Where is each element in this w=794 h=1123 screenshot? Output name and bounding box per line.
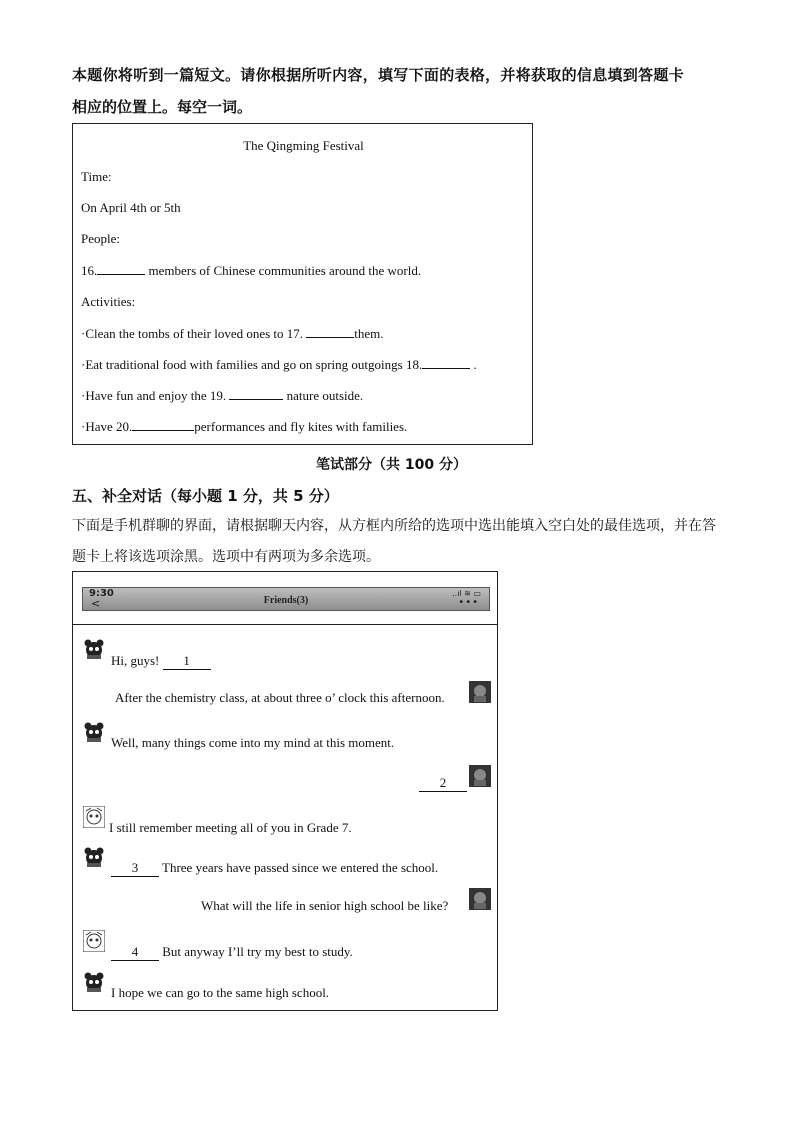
avatar-a-icon	[83, 638, 105, 660]
q18-text: ·Eat traditional food with families and go on spring outgoings 18.	[81, 357, 423, 372]
avatar-a-icon-3	[83, 846, 105, 868]
avatar-a-icon-4	[83, 971, 105, 993]
message-4	[419, 775, 467, 792]
q17-line	[81, 325, 384, 342]
message-3: Well, many things come into my mind at this moment.	[111, 735, 395, 750]
written-part-heading: 笔试部分（共 100 分）	[316, 457, 467, 473]
q19-text: ·Have fun and enjoy the 19.	[81, 388, 230, 403]
blank-2: 2	[419, 775, 467, 792]
avatar-b-icon	[469, 681, 491, 703]
q18-blank	[422, 356, 470, 369]
instruction-line-2: 相应的位置上。每空一词。	[72, 98, 253, 116]
message-6	[111, 860, 438, 877]
q18-post: .	[470, 357, 477, 372]
q20-text: ·Have 20.	[81, 419, 133, 434]
q17-blank	[306, 325, 354, 338]
avatar-c-icon	[83, 806, 105, 828]
people-label: People:	[81, 231, 120, 246]
q20-post: performances and fly kites with families.	[194, 419, 408, 434]
q18-line	[81, 356, 477, 373]
q20-blank	[132, 418, 194, 431]
section-desc-2: 题卡上将该选项涂黑。选项中有两项为多余选项。	[72, 549, 380, 565]
message-1	[111, 653, 211, 670]
message-1-text: Hi, guys!	[111, 653, 163, 668]
q16-line	[81, 262, 421, 279]
phone-header-bar	[82, 587, 490, 611]
activities-label: Activities:	[81, 294, 136, 309]
instruction-line-1: 本题你将听到一篇短文。请你根据所听内容，填写下面的表格，并将获取的信息填到答题卡	[72, 66, 685, 84]
blank-4: 4	[111, 944, 159, 961]
q17-text: ·Clean the tombs of their loved ones to 17.	[81, 326, 307, 341]
listening-table	[72, 123, 533, 445]
q17-post: them.	[354, 326, 384, 341]
q19-post: nature outside.	[283, 388, 364, 403]
message-8	[111, 944, 353, 961]
time-label: Time:	[81, 169, 112, 184]
more-icon[interactable]: •••	[458, 597, 479, 608]
message-2: After the chemistry class, at about three o’ clock this afternoon.	[115, 690, 445, 705]
avatar-b-icon-3	[469, 888, 491, 910]
q19-line	[81, 387, 363, 404]
q16-blank	[97, 262, 145, 275]
chat-title: Friends(3)	[263, 595, 309, 606]
avatar-b-icon-2	[469, 765, 491, 787]
table-title: The Qingming Festival	[243, 138, 364, 153]
section-heading: 五、补全对话（每小题 1 分，共 5 分）	[72, 487, 339, 505]
message-8-text: But anyway I’ll try my best to study.	[159, 944, 353, 959]
chat-box	[72, 571, 498, 1011]
message-6-text: Three years have passed since we entered the school.	[159, 860, 439, 875]
status-time: 9:30	[89, 588, 114, 599]
message-9: I hope we can go to the same high school.	[111, 985, 330, 1000]
avatar-c-icon-2	[83, 930, 105, 952]
message-7: What will the life in senior high school be like?	[201, 898, 449, 913]
section-desc-1: 下面是手机群聊的界面，请根据聊天内容，从方框内所给的选项中选出能填入空白处的最佳选项，并在答	[72, 518, 716, 534]
q16-number: 16.	[81, 263, 98, 278]
q16-text: members of Chinese communities around the world.	[145, 263, 422, 278]
blank-1: 1	[163, 653, 211, 670]
message-5: I still remember meeting all of you in Grade 7.	[109, 820, 352, 835]
time-value: On April 4th or 5th	[81, 200, 181, 215]
signal-icon: ..ıl ≋ ▭	[452, 589, 481, 598]
q19-blank	[229, 387, 283, 400]
header-divider	[73, 624, 497, 625]
avatar-a-icon-2	[83, 721, 105, 743]
q20-line	[81, 418, 407, 435]
back-icon[interactable]: <	[91, 597, 101, 610]
blank-3: 3	[111, 860, 159, 877]
